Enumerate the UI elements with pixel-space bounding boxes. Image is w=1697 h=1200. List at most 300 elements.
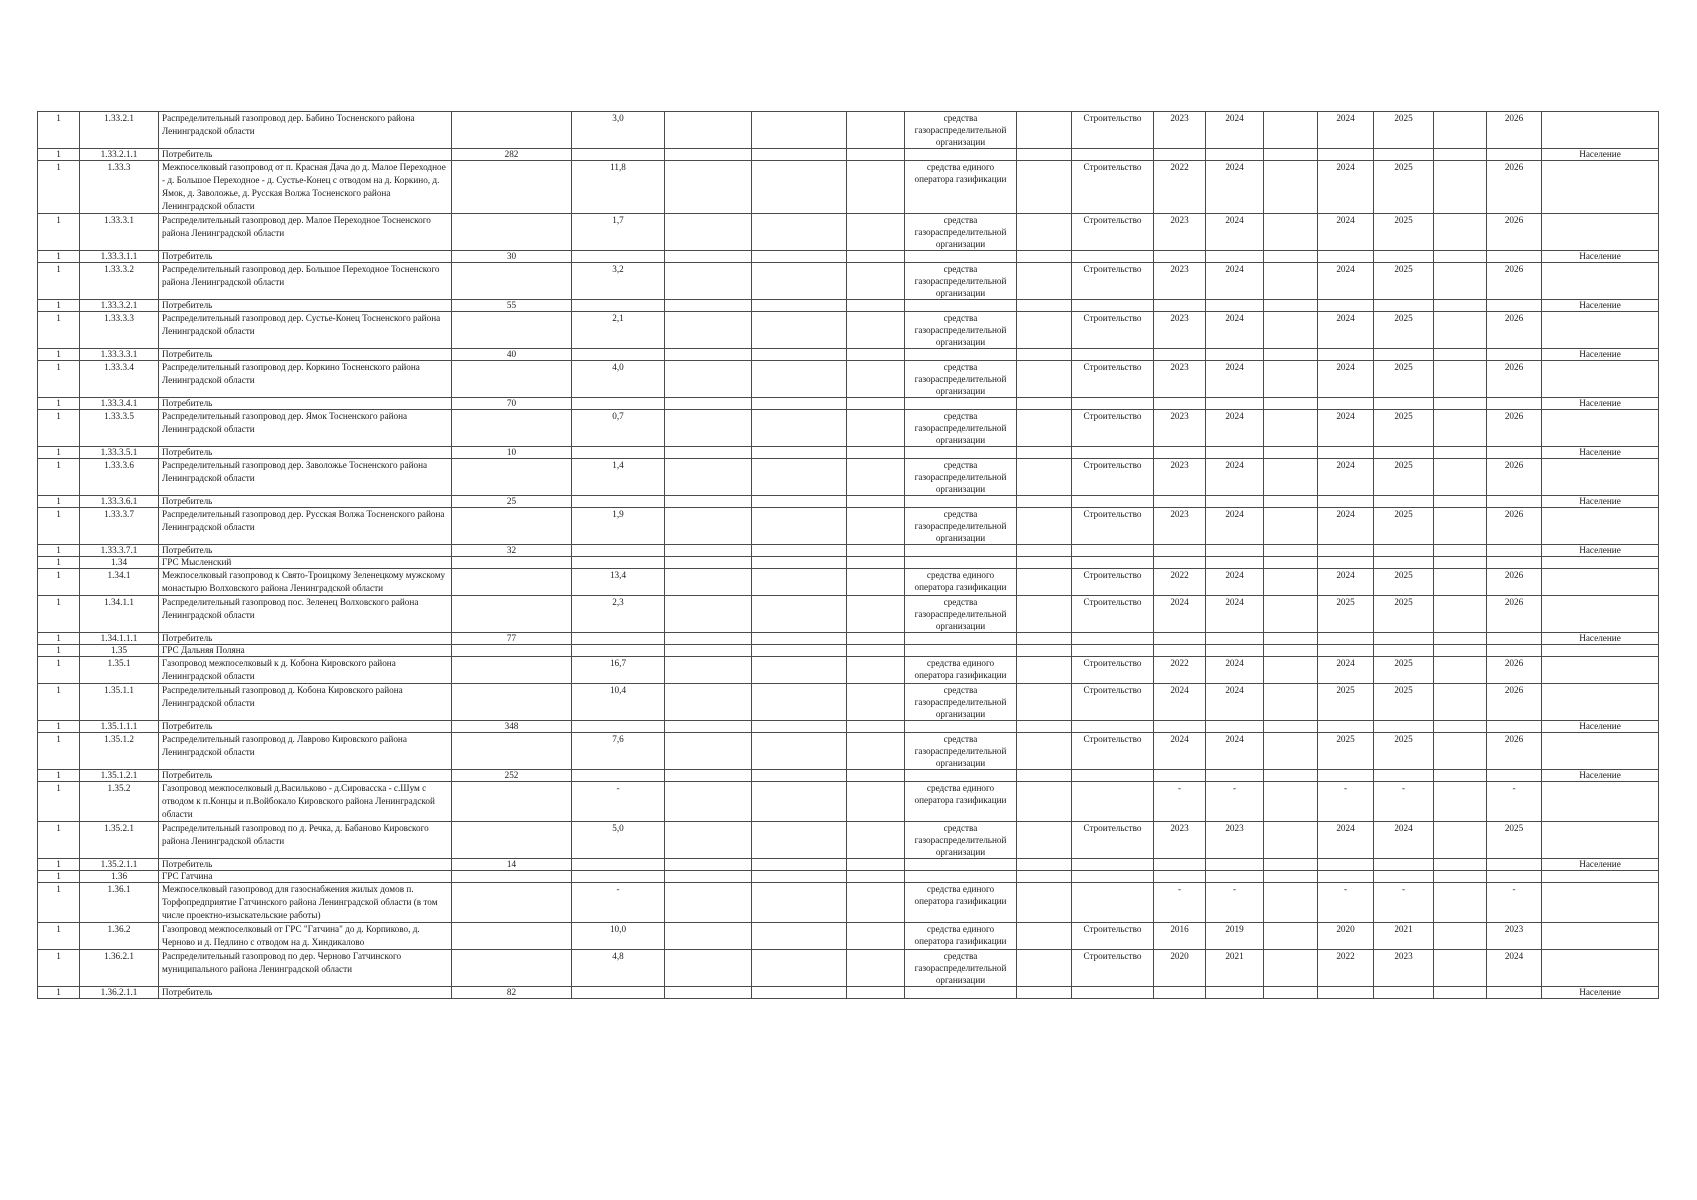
table-cell [847,398,905,410]
table-cell [1318,645,1374,657]
table-cell: 10,0 [572,923,665,950]
table-row [38,987,1659,999]
table-cell [1264,657,1318,684]
table-cell: 2024 [1206,161,1264,214]
table-cell: 2023 [1154,508,1206,545]
table-cell: 13,4 [572,569,665,596]
table-cell [1154,496,1206,508]
table-cell [1542,312,1659,349]
table-cell: 32 [452,545,572,557]
table-cell: 2024 [1374,822,1434,859]
table-cell: Население [1542,496,1659,508]
table-cell: 1.35.1.2 [80,733,159,770]
table-cell: средства единого оператора газификации [905,161,1017,214]
table-cell [847,557,905,569]
table-cell [847,859,905,871]
table-cell: Газопровод межпоселковый от ГРС "Гатчина" до д. Корпиково, д. Черново и д. Педлино с отводом на д. Хиндикалово [159,923,452,950]
table-cell: 1.35.1.1 [80,684,159,721]
table-cell [1318,859,1374,871]
table-cell [1072,300,1154,312]
table-cell [1154,545,1206,557]
table-cell [905,987,1017,999]
table-cell [1264,349,1318,361]
table-cell: 2021 [1374,923,1434,950]
table-cell [1264,410,1318,447]
table-cell [905,300,1017,312]
table-cell [1264,923,1318,950]
table-cell: средства газораспределительной организации [905,684,1017,721]
table-cell: 1.33.3.5.1 [80,447,159,459]
table-cell [665,214,752,251]
table-cell [1264,447,1318,459]
table-row [38,557,1659,569]
table-cell: Строительство [1072,312,1154,349]
table-cell [665,987,752,999]
table-row [38,569,1659,596]
table-cell [572,545,665,557]
table-cell [1264,782,1318,822]
table-cell [1017,447,1072,459]
table-cell [1154,871,1206,883]
table-cell [1374,149,1434,161]
table-cell: Население [1542,633,1659,645]
table-cell: 1 [38,645,80,657]
table-cell: 1 [38,251,80,263]
table-cell: 2025 [1374,596,1434,633]
table-cell [452,410,572,447]
table-cell [665,950,752,987]
table-cell [572,398,665,410]
table-cell [665,822,752,859]
table-cell [1434,822,1487,859]
table-cell [752,822,847,859]
table-cell [1154,149,1206,161]
table-cell: средства единого оператора газификации [905,923,1017,950]
table-cell [1017,251,1072,263]
table-cell [1017,545,1072,557]
table-cell [1374,645,1434,657]
table-cell: Население [1542,721,1659,733]
table-cell: 1.34.1 [80,569,159,596]
table-cell [572,721,665,733]
table-cell: 5,0 [572,822,665,859]
table-cell [452,782,572,822]
table-cell: 1.33.3.7.1 [80,545,159,557]
table-cell: 10 [452,447,572,459]
table-cell: Строительство [1072,923,1154,950]
table-cell [752,557,847,569]
table-cell: Строительство [1072,361,1154,398]
table-cell: ГРС Гатчина [159,871,452,883]
table-cell [1264,721,1318,733]
table-cell [752,263,847,300]
table-cell: 1 [38,557,80,569]
table-cell [847,214,905,251]
table-cell: 2022 [1154,161,1206,214]
table-cell [847,410,905,447]
table-cell: 2023 [1374,950,1434,987]
table-cell: 2026 [1487,263,1542,300]
table-cell: 1 [38,950,80,987]
table-cell [1264,508,1318,545]
table-cell: 2025 [1374,263,1434,300]
table-cell: средства единого оператора газификации [905,883,1017,923]
table-cell: 1 [38,161,80,214]
table-cell [572,987,665,999]
table-cell [752,214,847,251]
table-cell: 2024 [1318,312,1374,349]
table-cell: 2023 [1154,312,1206,349]
table-cell: 1.33.3.2.1 [80,300,159,312]
table-cell: 25 [452,496,572,508]
table-cell: 1.33.3.3.1 [80,349,159,361]
table-cell [847,149,905,161]
table-cell [847,883,905,923]
table-cell: 2022 [1318,950,1374,987]
table-cell: 1.33.3.2 [80,263,159,300]
table-cell: 1.34.1.1.1 [80,633,159,645]
table-cell: Газопровод межпоселковый д.Васильково - д.Сировасска - с.Шум с отводом к п.Концы и п.Войбокало Кировского района Ленинградской области [159,782,452,822]
table-cell: 2024 [1318,214,1374,251]
table-cell [452,557,572,569]
table-cell: 2025 [1374,161,1434,214]
table-cell [1434,251,1487,263]
table-cell: ГРС Дальняя Поляна [159,645,452,657]
table-cell: 2022 [1154,657,1206,684]
table-cell [1318,300,1374,312]
table-cell: 2026 [1487,508,1542,545]
table-cell: 2025 [1374,508,1434,545]
table-cell: - [1487,883,1542,923]
table-cell [1434,950,1487,987]
table-cell [1318,349,1374,361]
table-cell: 1 [38,633,80,645]
table-row [38,883,1659,923]
table-cell [1264,361,1318,398]
table-cell [1374,447,1434,459]
table-cell: - [1154,782,1206,822]
table-cell [1434,263,1487,300]
table-cell [1542,684,1659,721]
table-cell [1154,447,1206,459]
table-cell [1542,508,1659,545]
table-cell: 2026 [1487,112,1542,149]
table-cell [452,214,572,251]
table-cell [1264,633,1318,645]
table-cell [665,633,752,645]
table-cell [1072,645,1154,657]
table-cell [1434,112,1487,149]
table-cell [1434,398,1487,410]
table-cell [905,349,1017,361]
table-cell: 2025 [1374,684,1434,721]
table-cell: 1 [38,545,80,557]
table-row [38,596,1659,633]
table-cell: 2026 [1487,410,1542,447]
table-cell: Потребитель [159,770,452,782]
table-cell: Население [1542,251,1659,263]
table-cell: Распределительный газопровод дер. Ямок Тосненского района Ленинградской области [159,410,452,447]
table-cell: средства газораспределительной организации [905,950,1017,987]
table-cell [1542,645,1659,657]
table-cell [752,645,847,657]
table-cell [1434,545,1487,557]
table-cell: средства газораспределительной организации [905,508,1017,545]
table-cell: Распределительный газопровод дер. Заволожье Тосненского района Ленинградской области [159,459,452,496]
table-row [38,545,1659,557]
table-cell: 1 [38,263,80,300]
table-cell [1154,300,1206,312]
table-row [38,657,1659,684]
table-cell: Распределительный газопровод дер. Бабино Тосненского района Ленинградской области [159,112,452,149]
table-cell: 1 [38,596,80,633]
table-cell [1206,987,1264,999]
table-cell [847,657,905,684]
table-cell [1072,557,1154,569]
table-cell [452,733,572,770]
table-row [38,950,1659,987]
table-cell: 2026 [1487,161,1542,214]
table-cell: средства газораспределительной организации [905,361,1017,398]
table-cell: Строительство [1072,657,1154,684]
table-cell [1318,545,1374,557]
table-cell [1542,112,1659,149]
table-cell [752,883,847,923]
table-cell [752,545,847,557]
table-cell: 0,7 [572,410,665,447]
table-cell [665,596,752,633]
table-cell [1487,859,1542,871]
table-cell: 1.33.3.7 [80,508,159,545]
table-cell [1017,569,1072,596]
table-cell [1017,859,1072,871]
table-cell [1434,633,1487,645]
table-cell [1318,871,1374,883]
table-cell [1154,645,1206,657]
table-cell: Межпоселковый газопровод от п. Красная Дача до д. Малое Переходное - д. Большое Переходное - д. Сустье-Конец с отводом на д. Коркино, д. Ямок, д. Заволожье, д. Русская Волжа Тосненского района Ленинградской области [159,161,452,214]
table-cell [1017,871,1072,883]
table-cell [452,361,572,398]
table-cell: средства газораспределительной организации [905,596,1017,633]
table-cell [752,782,847,822]
table-cell [1154,987,1206,999]
table-cell [1154,633,1206,645]
table-cell [752,410,847,447]
table-cell [1318,721,1374,733]
table-cell [905,721,1017,733]
table-cell [665,770,752,782]
table-cell: Потребитель [159,496,452,508]
table-cell [1017,349,1072,361]
table-cell [1264,545,1318,557]
table-cell: 1.33.3 [80,161,159,214]
table-cell: 1 [38,684,80,721]
table-cell: 7,6 [572,733,665,770]
table-cell [1374,633,1434,645]
table-cell: 2023 [1487,923,1542,950]
table-cell: 2023 [1154,410,1206,447]
table-cell [665,557,752,569]
table-cell: Потребитель [159,859,452,871]
table-cell: 1 [38,657,80,684]
table-cell: средства газораспределительной организации [905,263,1017,300]
table-cell: 2024 [1318,822,1374,859]
table-cell: 2026 [1487,596,1542,633]
table-cell [1264,312,1318,349]
table-cell [452,596,572,633]
table-row [38,496,1659,508]
table-cell: 1.33.3.6.1 [80,496,159,508]
table-cell: 1.33.3.4.1 [80,398,159,410]
table-cell [665,684,752,721]
table-cell [665,645,752,657]
table-cell [665,508,752,545]
table-cell: Потребитель [159,721,452,733]
table-cell [665,733,752,770]
table-cell [665,459,752,496]
table-cell [572,557,665,569]
table-cell: 2025 [1374,361,1434,398]
table-cell [1434,859,1487,871]
table-cell [847,545,905,557]
table-cell: 1.33.3.1.1 [80,251,159,263]
table-cell: 2025 [1374,459,1434,496]
table-cell [1434,496,1487,508]
table-cell: 16,7 [572,657,665,684]
table-cell: 2024 [1206,459,1264,496]
table-cell [665,300,752,312]
table-cell: - [1154,883,1206,923]
table-cell [1264,987,1318,999]
table-cell [1017,684,1072,721]
table-cell [1154,251,1206,263]
table-cell: - [1318,883,1374,923]
table-cell: 1 [38,508,80,545]
table-cell [1374,349,1434,361]
table-cell: 2020 [1154,950,1206,987]
table-cell [1154,349,1206,361]
table-cell [572,871,665,883]
table-cell: 1 [38,398,80,410]
table-cell: Распределительный газопровод по дер. Черново Гатчинского муниципального района Ленинградской области [159,950,452,987]
table-cell: 2024 [1206,657,1264,684]
table-cell [752,251,847,263]
table-cell [665,112,752,149]
table-cell: 1.35.1.2.1 [80,770,159,782]
table-cell [665,410,752,447]
table-cell [1017,987,1072,999]
table-cell [847,569,905,596]
table-cell [1072,349,1154,361]
table-cell [1374,859,1434,871]
table-cell [1017,923,1072,950]
table-cell [847,733,905,770]
table-cell [1264,569,1318,596]
table-cell: Население [1542,398,1659,410]
table-cell: 2,1 [572,312,665,349]
table-cell [1264,496,1318,508]
table-row [38,871,1659,883]
table-cell: - [1206,782,1264,822]
table-cell: Межпоселковый газопровод к Свято-Троицкому Зеленецкому мужскому монастырю Волховского района Ленинградской области [159,569,452,596]
table-cell: 2024 [1206,733,1264,770]
table-cell [1374,251,1434,263]
table-cell [665,721,752,733]
table-cell: 2024 [1318,569,1374,596]
table-cell [752,871,847,883]
table-cell [1017,300,1072,312]
table-cell: - [572,883,665,923]
table-cell: 1 [38,312,80,349]
table-cell: средства газораспределительной организации [905,112,1017,149]
table-cell [1434,149,1487,161]
table-row [38,161,1659,214]
table-cell [1017,149,1072,161]
table-cell [452,312,572,349]
table-row [38,859,1659,871]
table-cell [1434,987,1487,999]
table-cell: 2019 [1206,923,1264,950]
table-row [38,459,1659,496]
table-cell [1487,447,1542,459]
table-cell: 2023 [1154,112,1206,149]
table-cell: 2026 [1487,684,1542,721]
table-cell [752,859,847,871]
table-cell [1017,822,1072,859]
table-cell: 1.33.3.5 [80,410,159,447]
table-cell [1017,950,1072,987]
table-cell [905,149,1017,161]
table-cell [847,251,905,263]
table-cell [1487,987,1542,999]
table-cell: 1.35.2 [80,782,159,822]
table-cell: Строительство [1072,950,1154,987]
table-cell [665,545,752,557]
table-cell: 70 [452,398,572,410]
table-cell: 2024 [1206,312,1264,349]
table-cell: 252 [452,770,572,782]
table-cell: 1.36.2 [80,923,159,950]
table-cell: 2025 [1374,112,1434,149]
table-cell: 2023 [1154,214,1206,251]
table-cell [665,859,752,871]
table-cell [1206,770,1264,782]
table-cell [1072,859,1154,871]
table-cell: 1 [38,410,80,447]
table-cell: 1.35.2.1.1 [80,859,159,871]
table-cell: 2025 [1318,733,1374,770]
table-cell: 1,7 [572,214,665,251]
table-cell [1264,398,1318,410]
table-cell [665,883,752,923]
table-cell [1434,770,1487,782]
table-row [38,633,1659,645]
table-cell: 2023 [1154,263,1206,300]
table-cell [1206,545,1264,557]
table-cell: 2024 [1318,657,1374,684]
table-cell: Распределительный газопровод дер. Сустье-Конец Тосненского района Ленинградской области [159,312,452,349]
table-cell [1017,161,1072,214]
table-cell: Распределительный газопровод дер. Большое Переходное Тосненского района Ленинградской области [159,263,452,300]
table-cell [752,684,847,721]
table-cell [572,251,665,263]
table-cell [905,545,1017,557]
table-cell [665,923,752,950]
table-cell [1154,770,1206,782]
table-cell: Распределительный газопровод пос. Зеленец Волховского района Ленинградской области [159,596,452,633]
table-cell: 2025 [1374,657,1434,684]
table-cell [847,822,905,859]
